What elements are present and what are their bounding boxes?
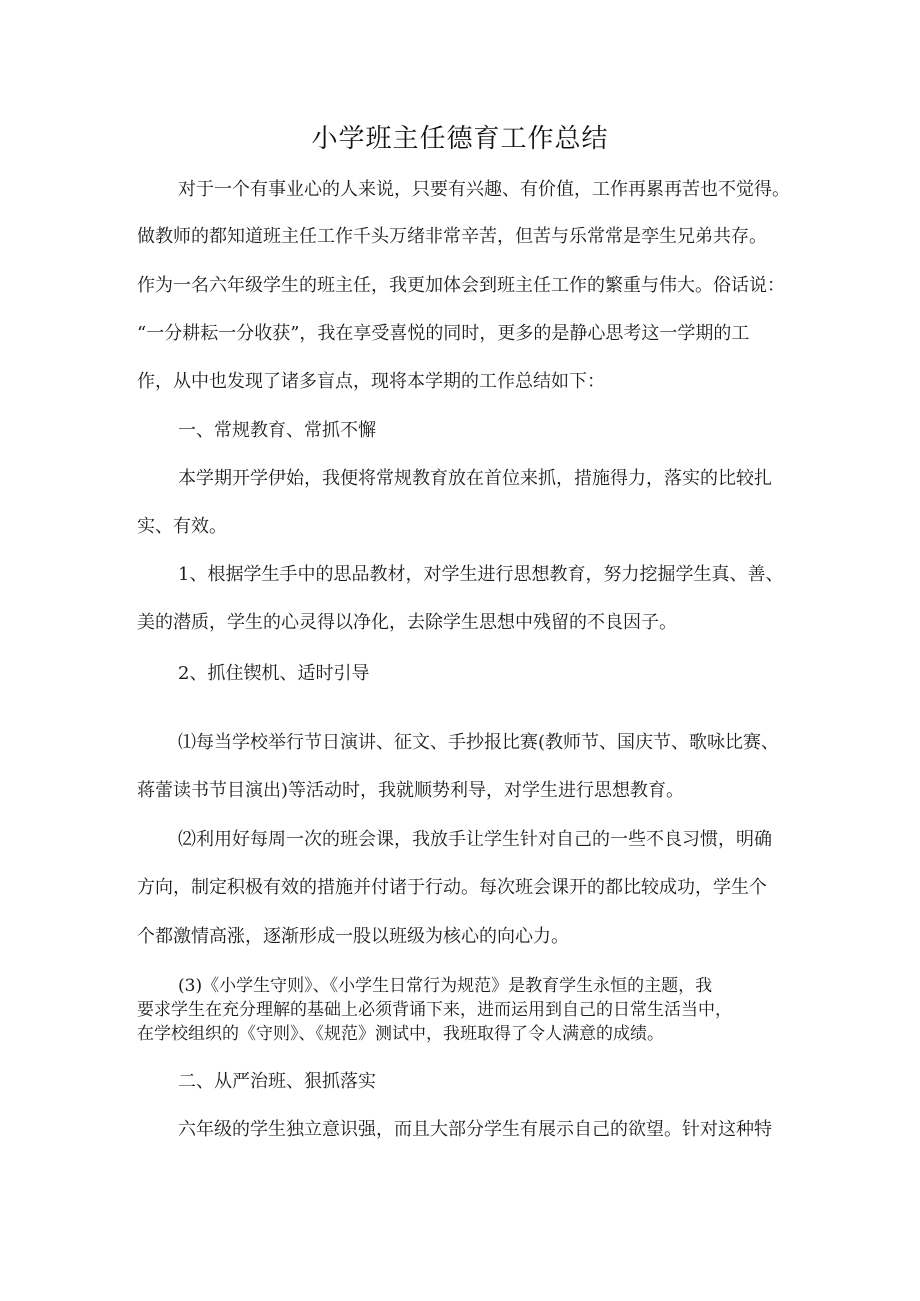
paragraph-line: 作，从中也发现了诸多盲点，现将本学期的工作总结如下： (137, 371, 605, 392)
paragraph-line: ⑵利用好每周一次的班会课，我放手让学生针对自己的一些不良习惯，明确 (178, 829, 772, 850)
paragraph-line: 对于一个有事业心的人来说，只要有兴趣、有价值，工作再累再苦也不觉得。 (178, 179, 790, 200)
paragraph-line: 要求学生在充分理解的基础上必须背诵下来，进而运用到自己的日常生活当中， (137, 1000, 732, 1020)
paragraph-line: 实、有效。 (137, 516, 227, 537)
paragraph-line: “一分耕耘一分收获”，我在享受喜悦的同时，更多的是静心思考这一学期的工 (137, 323, 750, 344)
document-title: 小学班主任德育工作总结 (311, 124, 609, 154)
paragraph-line: 在学校组织的《守则》、《规范》测试中，我班取得了令人满意的成绩。 (137, 1024, 664, 1044)
paragraph-line: ⑴每当学校举行节日演讲、征文、手抄报比赛(教师节、国庆节、歌咏比赛、 (178, 732, 780, 753)
paragraph-line: (3)《小学生守则》、《小学生日常行为规范》是教育学生永恒的主题，我 (178, 976, 713, 996)
paragraph-line: 个都激情高涨，逐渐形成一股以班级为核心的向心力。 (137, 926, 569, 947)
paragraph-line: 作为一名六年级学生的班主任，我更加体会到班主任工作的繁重与伟大。俗话说： (137, 275, 785, 296)
paragraph-line: 1、根据学生手中的思品教材，对学生进行思想教育，努力挖掘学生真、善、 (178, 564, 784, 585)
paragraph-line: 方向，制定积极有效的措施并付诸于行动。每次班会课开的都比较成功，学生个 (137, 877, 767, 898)
paragraph-line: 本学期开学伊始，我便将常规教育放在首位来抓，措施得力，落实的比较扎 (178, 468, 772, 489)
paragraph-line: 美的潜质，学生的心灵得以净化，去除学生思想中残留的不良因子。 (137, 612, 677, 633)
paragraph-line: 做教师的都知道班主任工作千头万绪非常辛苦，但苦与乐常常是孪生兄弟共存。 (137, 226, 767, 247)
subsection-heading-2: 2、抓住锲机、适时引导 (178, 663, 370, 684)
paragraph-line: 蒋蕾读书节目演出)等活动时，我就顺势利导，对学生进行思想教育。 (137, 780, 685, 801)
paragraph-line: 六年级的学生独立意识强，而且大部分学生有展示自己的欲望。针对这种特 (178, 1119, 772, 1140)
section-heading-1: 一、常规教育、常抓不懈 (178, 420, 376, 441)
section-heading-2: 二、从严治班、狠抓落实 (178, 1071, 376, 1092)
